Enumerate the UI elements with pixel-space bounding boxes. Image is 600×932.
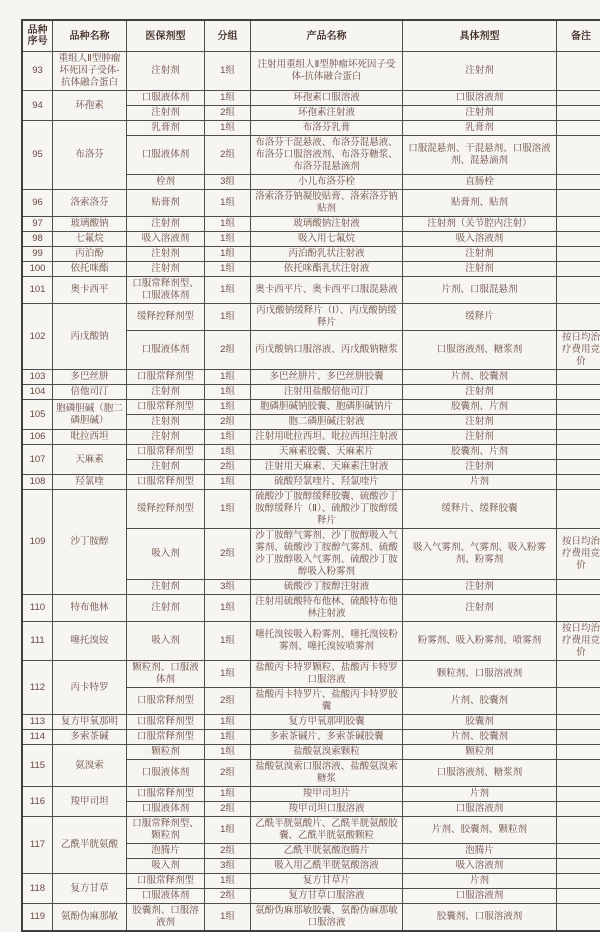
table-row bbox=[22, 661, 600, 688]
specific-form-cell: 乳膏剂 bbox=[403, 121, 557, 136]
product-name-cell: 吸入用七氟烷 bbox=[251, 232, 403, 247]
variety-name-cell: 倍他司汀 bbox=[53, 385, 127, 400]
insurance-form-cell: 注射剂 bbox=[127, 52, 205, 91]
table-row bbox=[22, 304, 600, 331]
specific-form-cell: 缓释片、缓释胶囊 bbox=[403, 490, 557, 529]
variety-number-cell: 112 bbox=[22, 661, 53, 715]
remark-cell: 按日均治疗费用竞价 bbox=[557, 622, 600, 661]
variety-name-cell: 丙卡特罗 bbox=[53, 661, 127, 715]
insurance-form-cell: 口服液体剂 bbox=[127, 91, 205, 106]
group-cell: 2组 bbox=[205, 106, 251, 121]
remark-cell bbox=[557, 874, 600, 889]
remark-cell bbox=[557, 262, 600, 277]
product-name-cell: 环孢素口服溶液 bbox=[251, 91, 403, 106]
remark-cell bbox=[557, 415, 600, 430]
remark-cell bbox=[557, 121, 600, 136]
variety-name-cell: 羟氯喹 bbox=[53, 475, 127, 490]
specific-form-cell: 片剂、胶囊剂 bbox=[403, 370, 557, 385]
group-cell: 1组 bbox=[205, 715, 251, 730]
specific-form-cell: 口服溶液剂、糖浆剂 bbox=[403, 331, 557, 370]
table-row bbox=[22, 745, 600, 760]
remark-cell bbox=[557, 247, 600, 262]
specific-form-cell: 片剂、胶囊剂、颗粒剂 bbox=[403, 817, 557, 844]
table-row bbox=[22, 232, 600, 247]
variety-number-cell: 102 bbox=[22, 304, 53, 370]
variety-number-cell: 105 bbox=[22, 400, 53, 430]
remark-cell bbox=[557, 715, 600, 730]
remark-cell bbox=[557, 277, 600, 304]
variety-number-cell: 98 bbox=[22, 232, 53, 247]
group-cell: 2组 bbox=[205, 889, 251, 904]
column-header-5: 具体剂型 bbox=[403, 20, 557, 52]
specific-form-cell: 片剂、胶囊剂 bbox=[403, 688, 557, 715]
table-row bbox=[22, 730, 600, 745]
product-name-cell: 注射用天麻素、天麻素注射液 bbox=[251, 460, 403, 475]
insurance-form-cell: 口服液体剂 bbox=[127, 136, 205, 175]
group-cell: 1组 bbox=[205, 232, 251, 247]
product-name-cell: 丙泊酚乳状注射液 bbox=[251, 247, 403, 262]
specific-form-cell: 片剂 bbox=[403, 787, 557, 802]
specific-form-cell: 注射剂 bbox=[403, 262, 557, 277]
remark-cell bbox=[557, 817, 600, 844]
product-name-cell: 依托咪酯乳状注射液 bbox=[251, 262, 403, 277]
table-row bbox=[22, 370, 600, 385]
remark-cell bbox=[557, 904, 600, 932]
column-header-2: 医保剂型 bbox=[127, 20, 205, 52]
table-row bbox=[22, 787, 600, 802]
insurance-form-cell: 口服常释剂型 bbox=[127, 787, 205, 802]
insurance-form-cell: 吸入剂 bbox=[127, 859, 205, 874]
variety-number-cell: 111 bbox=[22, 622, 53, 661]
specific-form-cell: 片剂 bbox=[403, 475, 557, 490]
table-row bbox=[22, 121, 600, 136]
product-name-cell: 环孢素注射液 bbox=[251, 106, 403, 121]
variety-number-cell: 97 bbox=[22, 217, 53, 232]
group-cell: 1组 bbox=[205, 475, 251, 490]
insurance-form-cell: 注射剂 bbox=[127, 106, 205, 121]
specific-form-cell: 胶囊剂 bbox=[403, 715, 557, 730]
variety-number-cell: 107 bbox=[22, 445, 53, 475]
insurance-form-cell: 乳膏剂 bbox=[127, 121, 205, 136]
remark-cell bbox=[557, 490, 600, 529]
table-row bbox=[22, 817, 600, 844]
product-name-cell: 多索茶碱片、多索茶碱胶囊 bbox=[251, 730, 403, 745]
remark-cell bbox=[557, 802, 600, 817]
variety-number-cell: 104 bbox=[22, 385, 53, 400]
insurance-form-cell: 注射剂 bbox=[127, 595, 205, 622]
insurance-form-cell: 吸入溶液剂 bbox=[127, 232, 205, 247]
variety-number-cell: 119 bbox=[22, 904, 53, 932]
variety-name-cell: 特布他林 bbox=[53, 595, 127, 622]
product-name-cell: 盐酸氨溴索口服溶液、盐酸氨溴索糖浆 bbox=[251, 760, 403, 787]
table-row bbox=[22, 622, 600, 661]
remark-cell bbox=[557, 370, 600, 385]
product-name-cell: 布洛芬乳膏 bbox=[251, 121, 403, 136]
product-name-cell: 羧甲司坦片 bbox=[251, 787, 403, 802]
column-header-0: 品种序号 bbox=[22, 20, 53, 52]
insurance-form-cell: 口服常释剂型、口服液体剂 bbox=[127, 277, 205, 304]
table-row bbox=[22, 475, 600, 490]
specific-form-cell: 贴膏剂、贴剂 bbox=[403, 190, 557, 217]
specific-form-cell: 胶囊剂、片剂 bbox=[403, 400, 557, 415]
table-row bbox=[22, 595, 600, 622]
insurance-form-cell: 注射剂 bbox=[127, 580, 205, 595]
insurance-form-cell: 口服液体剂 bbox=[127, 889, 205, 904]
specific-form-cell: 缓释片 bbox=[403, 304, 557, 331]
group-cell: 3组 bbox=[205, 859, 251, 874]
product-name-cell: 硫酸羟氯喹片、羟氯喹片 bbox=[251, 475, 403, 490]
product-name-cell: 噻托溴铵吸入粉雾剂、噻托溴铵粉雾剂、噻托溴铵喷雾剂 bbox=[251, 622, 403, 661]
group-cell: 2组 bbox=[205, 844, 251, 859]
variety-name-cell: 布洛芬 bbox=[53, 121, 127, 190]
remark-cell bbox=[557, 475, 600, 490]
product-name-cell: 吸入用乙酰半胱氨酸溶液 bbox=[251, 859, 403, 874]
table-row bbox=[22, 52, 600, 91]
remark-cell bbox=[557, 52, 600, 91]
group-cell: 1组 bbox=[205, 430, 251, 445]
insurance-form-cell: 贴膏剂 bbox=[127, 190, 205, 217]
remark-cell bbox=[557, 889, 600, 904]
product-name-cell: 胞磷胆碱钠胶囊、胞磷胆碱钠片 bbox=[251, 400, 403, 415]
remark-cell bbox=[557, 106, 600, 121]
insurance-form-cell: 口服液体剂 bbox=[127, 802, 205, 817]
remark-cell bbox=[557, 190, 600, 217]
remark-cell bbox=[557, 430, 600, 445]
product-name-cell: 小儿布洛芬栓 bbox=[251, 175, 403, 190]
remark-cell bbox=[557, 859, 600, 874]
group-cell: 2组 bbox=[205, 688, 251, 715]
variety-name-cell: 重组人Ⅱ型肿瘤坏死因子受体-抗体融合蛋白 bbox=[53, 52, 127, 91]
group-cell: 2组 bbox=[205, 415, 251, 430]
specific-form-cell: 注射剂 bbox=[403, 430, 557, 445]
table-row bbox=[22, 247, 600, 262]
specific-form-cell: 口服溶液剂、糖浆剂 bbox=[403, 760, 557, 787]
product-name-cell: 复方甘草片 bbox=[251, 874, 403, 889]
specific-form-cell: 颗粒剂 bbox=[403, 745, 557, 760]
group-cell: 1组 bbox=[205, 745, 251, 760]
table-row bbox=[22, 190, 600, 217]
specific-form-cell: 注射剂 bbox=[403, 52, 557, 91]
group-cell: 3组 bbox=[205, 580, 251, 595]
group-cell: 1组 bbox=[205, 217, 251, 232]
table-row bbox=[22, 715, 600, 730]
variety-name-cell: 七氟烷 bbox=[53, 232, 127, 247]
product-name-cell: 洛索洛芬钠凝胶贴膏、洛索洛芬钠贴剂 bbox=[251, 190, 403, 217]
product-name-cell: 丙戊酸钠缓释片（Ⅰ）、丙戊酸钠缓释片 bbox=[251, 304, 403, 331]
table-row bbox=[22, 445, 600, 460]
remark-cell bbox=[557, 730, 600, 745]
specific-form-cell: 注射剂 bbox=[403, 460, 557, 475]
insurance-form-cell: 注射剂 bbox=[127, 415, 205, 430]
group-cell: 1组 bbox=[205, 490, 251, 529]
variety-name-cell: 依托咪酯 bbox=[53, 262, 127, 277]
variety-number-cell: 95 bbox=[22, 121, 53, 190]
drug-dosage-form-table bbox=[21, 19, 600, 932]
insurance-form-cell: 口服常释剂型、颗粒剂 bbox=[127, 817, 205, 844]
group-cell: 1组 bbox=[205, 400, 251, 415]
specific-form-cell: 吸入溶液剂 bbox=[403, 232, 557, 247]
remark-cell bbox=[557, 385, 600, 400]
column-header-1: 品种名称 bbox=[53, 20, 127, 52]
insurance-form-cell: 口服液体剂 bbox=[127, 760, 205, 787]
specific-form-cell: 注射剂 bbox=[403, 580, 557, 595]
variety-name-cell: 乙酰半胱氨酸 bbox=[53, 817, 127, 874]
product-name-cell: 注射用吡拉西坦、吡拉西坦注射液 bbox=[251, 430, 403, 445]
remark-cell bbox=[557, 844, 600, 859]
variety-name-cell: 氨溴索 bbox=[53, 745, 127, 787]
insurance-form-cell: 泡腾片 bbox=[127, 844, 205, 859]
group-cell: 1组 bbox=[205, 595, 251, 622]
variety-name-cell: 多巴丝肼 bbox=[53, 370, 127, 385]
group-cell: 1组 bbox=[205, 262, 251, 277]
group-cell: 2组 bbox=[205, 760, 251, 787]
variety-name-cell: 丙戊酸钠 bbox=[53, 304, 127, 370]
insurance-form-cell: 缓释控释剂型 bbox=[127, 490, 205, 529]
insurance-form-cell: 注射剂 bbox=[127, 385, 205, 400]
table-row bbox=[22, 262, 600, 277]
insurance-form-cell: 注射剂 bbox=[127, 262, 205, 277]
insurance-form-cell: 颗粒剂 bbox=[127, 745, 205, 760]
variety-name-cell: 玻璃酸钠 bbox=[53, 217, 127, 232]
variety-number-cell: 103 bbox=[22, 370, 53, 385]
product-name-cell: 盐酸丙卡特罗颗粒、盐酸丙卡特罗口服溶液 bbox=[251, 661, 403, 688]
variety-number-cell: 113 bbox=[22, 715, 53, 730]
insurance-form-cell: 口服常释剂型 bbox=[127, 445, 205, 460]
specific-form-cell: 片剂、口服混悬剂 bbox=[403, 277, 557, 304]
group-cell: 2组 bbox=[205, 802, 251, 817]
product-name-cell: 布洛芬干混悬液、布洛芬混悬液、布洛芬口服溶液剂、布洛芬糖浆、布洛芬混悬滴剂 bbox=[251, 136, 403, 175]
group-cell: 1组 bbox=[205, 874, 251, 889]
product-name-cell: 乙酰半胱氨酸泡腾片 bbox=[251, 844, 403, 859]
group-cell: 1组 bbox=[205, 904, 251, 932]
specific-form-cell: 口服混悬剂、干混悬剂、口服溶液剂、混悬滴剂 bbox=[403, 136, 557, 175]
group-cell: 1组 bbox=[205, 304, 251, 331]
specific-form-cell: 片剂、胶囊剂 bbox=[403, 730, 557, 745]
insurance-form-cell: 口服常释剂型 bbox=[127, 475, 205, 490]
remark-cell bbox=[557, 445, 600, 460]
product-name-cell: 乙酰半胱氨酸片、乙酰半胱氨酸胶囊、乙酰半胱氨酸颗粒 bbox=[251, 817, 403, 844]
specific-form-cell: 颗粒剂、口服溶液剂 bbox=[403, 661, 557, 688]
product-name-cell: 复方甲氧那明胶囊 bbox=[251, 715, 403, 730]
variety-name-cell: 复方甘草 bbox=[53, 874, 127, 904]
group-cell: 1组 bbox=[205, 385, 251, 400]
product-name-cell: 注射用重组人Ⅱ型肿瘤坏死因子受体-抗体融合蛋白 bbox=[251, 52, 403, 91]
insurance-form-cell: 吸入剂 bbox=[127, 529, 205, 580]
variety-number-cell: 109 bbox=[22, 490, 53, 595]
group-cell: 1组 bbox=[205, 247, 251, 262]
variety-name-cell: 天麻素 bbox=[53, 445, 127, 475]
group-cell: 1组 bbox=[205, 370, 251, 385]
table-row bbox=[22, 904, 600, 932]
specific-form-cell: 口服溶液剂 bbox=[403, 91, 557, 106]
remark-cell bbox=[557, 175, 600, 190]
variety-name-cell: 氨酚伪麻那敏 bbox=[53, 904, 127, 932]
table-row bbox=[22, 874, 600, 889]
group-cell: 2组 bbox=[205, 529, 251, 580]
variety-number-cell: 94 bbox=[22, 91, 53, 121]
variety-number-cell: 114 bbox=[22, 730, 53, 745]
specific-form-cell: 注射剂 bbox=[403, 247, 557, 262]
insurance-form-cell: 口服常释剂型 bbox=[127, 874, 205, 889]
specific-form-cell: 注射剂 bbox=[403, 106, 557, 121]
product-name-cell: 多巴丝肼片、多巴丝肼胶囊 bbox=[251, 370, 403, 385]
variety-number-cell: 116 bbox=[22, 787, 53, 817]
insurance-form-cell: 口服常释剂型 bbox=[127, 715, 205, 730]
product-name-cell: 胞二磷胆碱注射液 bbox=[251, 415, 403, 430]
insurance-form-cell: 口服常释剂型 bbox=[127, 730, 205, 745]
insurance-form-cell: 口服液体剂 bbox=[127, 331, 205, 370]
variety-name-cell: 羧甲司坦 bbox=[53, 787, 127, 817]
insurance-form-cell: 口服常释剂型 bbox=[127, 688, 205, 715]
group-cell: 1组 bbox=[205, 817, 251, 844]
insurance-form-cell: 注射剂 bbox=[127, 430, 205, 445]
table-header bbox=[22, 20, 600, 52]
remark-cell bbox=[557, 580, 600, 595]
column-header-4: 产品名称 bbox=[251, 20, 403, 52]
remark-cell bbox=[557, 787, 600, 802]
variety-name-cell: 洛索洛芬 bbox=[53, 190, 127, 217]
variety-name-cell: 复方甲氧那明 bbox=[53, 715, 127, 730]
product-name-cell: 丙戊酸钠口服溶液、丙戊酸钠糖浆 bbox=[251, 331, 403, 370]
variety-number-cell: 118 bbox=[22, 874, 53, 904]
product-name-cell: 硫酸沙丁胺醇注射液 bbox=[251, 580, 403, 595]
specific-form-cell: 吸入溶液剂 bbox=[403, 859, 557, 874]
product-name-cell: 玻璃酸钠注射液 bbox=[251, 217, 403, 232]
remark-cell: 按日均治疗费用竞价 bbox=[557, 529, 600, 580]
product-name-cell: 奥卡西平片、奥卡西平口服混悬液 bbox=[251, 277, 403, 304]
variety-number-cell: 117 bbox=[22, 817, 53, 874]
table-row bbox=[22, 217, 600, 232]
variety-name-cell: 丙泊酚 bbox=[53, 247, 127, 262]
group-cell: 3组 bbox=[205, 175, 251, 190]
product-name-cell: 注射用盐酸倍他司汀 bbox=[251, 385, 403, 400]
remark-cell bbox=[557, 136, 600, 175]
product-name-cell: 硫酸沙丁胺醇缓释胶囊、硫酸沙丁胺醇缓释片（Ⅱ）、硫酸沙丁胺醇缓释片 bbox=[251, 490, 403, 529]
specific-form-cell: 胶囊剂、片剂 bbox=[403, 445, 557, 460]
group-cell: 1组 bbox=[205, 787, 251, 802]
remark-cell bbox=[557, 232, 600, 247]
variety-name-cell: 噻托溴铵 bbox=[53, 622, 127, 661]
remark-cell bbox=[557, 595, 600, 622]
remark-cell bbox=[557, 400, 600, 415]
remark-cell bbox=[557, 688, 600, 715]
product-name-cell: 天麻素胶囊、天麻素片 bbox=[251, 445, 403, 460]
group-cell: 2组 bbox=[205, 331, 251, 370]
remark-cell bbox=[557, 760, 600, 787]
insurance-form-cell: 栓剂 bbox=[127, 175, 205, 190]
remark-cell: 按日均治疗费用竞价 bbox=[557, 331, 600, 370]
remark-cell bbox=[557, 217, 600, 232]
variety-number-cell: 115 bbox=[22, 745, 53, 787]
variety-number-cell: 108 bbox=[22, 475, 53, 490]
product-name-cell: 盐酸氨溴索颗粒 bbox=[251, 745, 403, 760]
variety-name-cell: 多索茶碱 bbox=[53, 730, 127, 745]
variety-number-cell: 110 bbox=[22, 595, 53, 622]
product-name-cell: 沙丁胺醇气雾剂、沙丁胺醇吸入气雾剂、硫酸沙丁胺醇气雾剂、硫酸沙丁胺醇吸入气雾剂、硫酸沙丁胺醇吸入粉雾剂 bbox=[251, 529, 403, 580]
remark-cell bbox=[557, 661, 600, 688]
table-row bbox=[22, 277, 600, 304]
specific-form-cell: 注射剂 bbox=[403, 385, 557, 400]
insurance-form-cell: 注射剂 bbox=[127, 247, 205, 262]
product-name-cell: 注射用硫酸特布他林、硫酸特布他林注射液 bbox=[251, 595, 403, 622]
remark-cell bbox=[557, 745, 600, 760]
variety-number-cell: 101 bbox=[22, 277, 53, 304]
group-cell: 1组 bbox=[205, 277, 251, 304]
column-header-3: 分组 bbox=[205, 20, 251, 52]
variety-number-cell: 99 bbox=[22, 247, 53, 262]
specific-form-cell: 口服溶液剂 bbox=[403, 889, 557, 904]
table-body bbox=[22, 52, 600, 932]
table-row bbox=[22, 91, 600, 106]
variety-name-cell: 环孢素 bbox=[53, 91, 127, 121]
insurance-form-cell: 缓释控释剂型 bbox=[127, 304, 205, 331]
remark-cell bbox=[557, 91, 600, 106]
group-cell: 1组 bbox=[205, 190, 251, 217]
insurance-form-cell: 口服常释剂型 bbox=[127, 370, 205, 385]
group-cell: 1组 bbox=[205, 661, 251, 688]
specific-form-cell: 片剂 bbox=[403, 874, 557, 889]
group-cell: 1组 bbox=[205, 445, 251, 460]
specific-form-cell: 注射剂 bbox=[403, 415, 557, 430]
insurance-form-cell: 注射剂 bbox=[127, 460, 205, 475]
product-name-cell: 盐酸丙卡特罗片、盐酸丙卡特罗胶囊 bbox=[251, 688, 403, 715]
insurance-form-cell: 胶囊剂、口服溶液剂 bbox=[127, 904, 205, 932]
variety-name-cell: 奥卡西平 bbox=[53, 277, 127, 304]
group-cell: 2组 bbox=[205, 460, 251, 475]
insurance-form-cell: 吸入剂 bbox=[127, 622, 205, 661]
specific-form-cell: 口服溶液剂 bbox=[403, 802, 557, 817]
table-row bbox=[22, 490, 600, 529]
group-cell: 1组 bbox=[205, 52, 251, 91]
table-row bbox=[22, 385, 600, 400]
specific-form-cell: 泡腾片 bbox=[403, 844, 557, 859]
variety-number-cell: 100 bbox=[22, 262, 53, 277]
insurance-form-cell: 注射剂 bbox=[127, 217, 205, 232]
specific-form-cell: 注射剂 bbox=[403, 595, 557, 622]
column-header-6: 备注 bbox=[557, 20, 600, 52]
table-row bbox=[22, 430, 600, 445]
specific-form-cell: 胶囊剂、口服溶液剂 bbox=[403, 904, 557, 932]
product-name-cell: 羧甲司坦口服溶液 bbox=[251, 802, 403, 817]
product-name-cell: 复方甘草口服溶液 bbox=[251, 889, 403, 904]
variety-name-cell: 沙丁胺醇 bbox=[53, 490, 127, 595]
insurance-form-cell: 颗粒剂、口服液体剂 bbox=[127, 661, 205, 688]
remark-cell bbox=[557, 304, 600, 331]
group-cell: 1组 bbox=[205, 622, 251, 661]
specific-form-cell: 吸入气雾剂、气雾剂、吸入粉雾剂、粉雾剂 bbox=[403, 529, 557, 580]
specific-form-cell: 粉雾剂、吸入粉雾剂、喷雾剂 bbox=[403, 622, 557, 661]
group-cell: 1组 bbox=[205, 121, 251, 136]
specific-form-cell: 注射剂（关节腔内注射） bbox=[403, 217, 557, 232]
specific-form-cell: 直肠栓 bbox=[403, 175, 557, 190]
group-cell: 1组 bbox=[205, 91, 251, 106]
product-name-cell: 氨酚伪麻那敏胶囊、氨酚伪麻那敏口服溶液 bbox=[251, 904, 403, 932]
table-row bbox=[22, 400, 600, 415]
group-cell: 1组 bbox=[205, 730, 251, 745]
insurance-form-cell: 口服常释剂型 bbox=[127, 400, 205, 415]
variety-number-cell: 106 bbox=[22, 430, 53, 445]
remark-cell bbox=[557, 460, 600, 475]
variety-number-cell: 96 bbox=[22, 190, 53, 217]
table-header-row bbox=[22, 20, 600, 52]
variety-number-cell: 93 bbox=[22, 52, 53, 91]
group-cell: 2组 bbox=[205, 136, 251, 175]
variety-name-cell: 胞磷胆碱（胞二磷胆碱） bbox=[53, 400, 127, 430]
variety-name-cell: 吡拉西坦 bbox=[53, 430, 127, 445]
